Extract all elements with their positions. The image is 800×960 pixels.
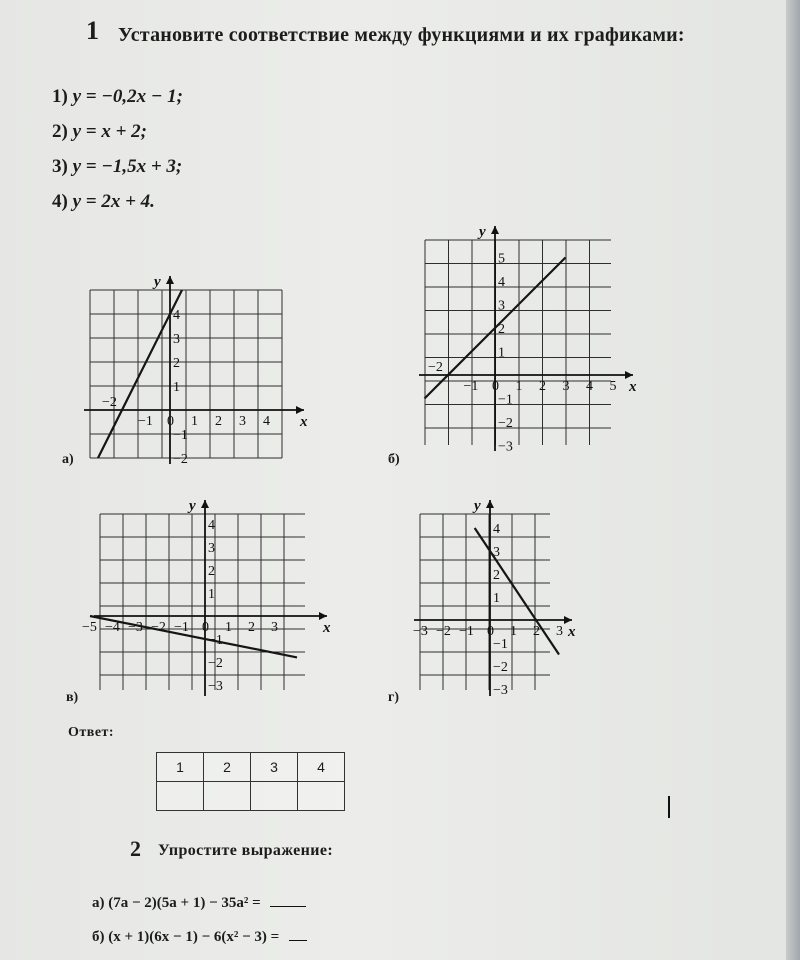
answer-col-3: 3 (251, 753, 298, 782)
x-tick-label: 3 (271, 620, 278, 635)
x-intercept-label: −2 (102, 395, 117, 410)
y-tick-label: 3 (498, 298, 505, 314)
text-cursor (668, 796, 670, 818)
function-2 (52, 121, 147, 143)
answer-cell-1[interactable] (157, 782, 204, 811)
answer-col-4: 4 (298, 753, 345, 782)
y-tick-label: −2 (173, 452, 188, 467)
x-axis-arrow (564, 616, 572, 624)
y-axis-arrow (201, 500, 209, 508)
y-tick-label: 3 (208, 541, 215, 556)
y-tick-label: 3 (493, 545, 500, 560)
answer-cell-3[interactable] (251, 782, 298, 811)
function-1 (52, 86, 183, 108)
x-tick-label: −4 (105, 620, 120, 635)
expression-b-text: б) (x + 1)(6x − 1) − 6(x² − 3) = (92, 929, 280, 945)
x-tick-label: 2 (533, 624, 540, 639)
task2-number: 2 (130, 836, 141, 861)
x-tick-label: −3 (413, 624, 428, 639)
y-axis-label: y (474, 498, 481, 514)
graph-b (405, 220, 655, 470)
expression-b (92, 928, 307, 946)
y-tick-label: 3 (173, 332, 180, 347)
function-4-formula: y = 2x + 4. (72, 191, 155, 212)
x-tick-label: 1 (510, 624, 517, 639)
graph-g (400, 490, 600, 700)
x-tick-label: 0 (167, 414, 174, 429)
y-tick-label: 2 (498, 322, 505, 337)
function-1-formula: y = −0,2x − 1; (72, 86, 183, 107)
x-tick-label: −1 (174, 620, 189, 635)
screen-edge (786, 0, 800, 960)
y-tick-label: −2 (498, 416, 513, 431)
x-intercept-label: −2 (428, 360, 443, 375)
x-tick-label: 3 (556, 624, 563, 639)
function-4-number: 4) (52, 191, 68, 212)
x-tick-label: 1 (191, 414, 198, 429)
y-tick-label: −2 (208, 656, 223, 671)
y-axis-label: y (189, 498, 196, 514)
task1-title: Установите соответствие между функциями и их графиками: (118, 24, 685, 46)
task2-title: Упростите выражение: (158, 842, 334, 859)
x-axis-arrow (625, 371, 633, 379)
graph-a-label: а) (62, 452, 74, 467)
x-axis-label: x (568, 624, 576, 640)
answer-table (156, 752, 345, 811)
y-tick-label: 5 (498, 251, 505, 267)
x-axis-arrow (319, 612, 327, 620)
x-tick-label: 2 (248, 620, 255, 635)
y-axis-arrow (491, 226, 499, 234)
x-axis-label: x (300, 414, 308, 430)
x-tick-label: −2 (436, 624, 451, 639)
y-tick-label: −1 (208, 633, 223, 648)
x-tick-label: −3 (128, 620, 143, 635)
x-tick-label: 4 (263, 414, 270, 429)
answer-header-row (157, 753, 345, 782)
x-tick-label: 3 (562, 379, 570, 394)
y-axis-arrow (166, 276, 174, 284)
x-tick-label: 3 (239, 414, 246, 429)
x-tick-label: −1 (138, 414, 153, 429)
graph-v-label: в) (66, 690, 79, 705)
expression-a (92, 894, 306, 912)
y-tick-label: 4 (498, 275, 505, 290)
function-2-formula: y = x + 2; (72, 121, 147, 142)
x-tick-label: 1 (225, 620, 232, 635)
y-tick-label: −1 (493, 637, 508, 652)
answer-cell-4[interactable] (298, 782, 345, 811)
function-3-formula: y = −1,5x + 3; (72, 156, 183, 177)
x-tick-label: 4 (586, 379, 593, 394)
y-tick-label: 4 (208, 518, 215, 533)
expression-a-text: а) (7a − 2)(5a + 1) − 35a² = (92, 895, 261, 911)
y-tick-label: −3 (208, 679, 223, 694)
y-tick-label: 1 (498, 345, 505, 361)
y-tick-label: −3 (493, 683, 508, 698)
y-axis-label: y (479, 224, 486, 240)
y-tick-label: 2 (208, 564, 215, 579)
answer-label: Ответ: (68, 725, 115, 740)
task1-number: 1 (86, 16, 99, 45)
y-tick-label: −1 (173, 428, 188, 443)
y-tick-label: 1 (173, 380, 180, 395)
function-line (90, 616, 297, 657)
graph-b-label: б) (388, 452, 400, 467)
x-tick-label: 1 (515, 379, 523, 394)
x-tick-label: −2 (151, 620, 166, 635)
answer-col-1: 1 (157, 753, 204, 782)
answer-col-2: 2 (204, 753, 251, 782)
x-axis-label: x (323, 620, 331, 636)
y-tick-label: 2 (493, 568, 500, 583)
graph-a (70, 260, 320, 470)
y-tick-label: 4 (173, 308, 180, 323)
answer-value-row (157, 782, 345, 811)
function-2-number: 2) (52, 121, 68, 142)
y-tick-label: 1 (208, 587, 215, 602)
x-tick-label: 2 (539, 379, 546, 394)
x-tick-label: −5 (82, 620, 97, 635)
x-tick-label: 0 (487, 624, 494, 639)
x-tick-label: −1 (459, 624, 474, 639)
y-tick-label: 2 (173, 356, 180, 371)
y-axis-arrow (486, 500, 494, 508)
x-tick-label: 5 (609, 379, 617, 394)
function-1-number: 1) (52, 86, 68, 107)
y-tick-label: −1 (498, 392, 513, 408)
answer-cell-2[interactable] (204, 782, 251, 811)
y-axis-label: y (154, 274, 161, 290)
x-tick-label: 2 (215, 414, 222, 429)
y-tick-label: −3 (498, 439, 513, 455)
x-tick-label: −1 (463, 379, 479, 394)
y-tick-label: 4 (493, 522, 500, 537)
function-3-number: 3) (52, 156, 68, 177)
x-tick-label: 0 (202, 620, 209, 635)
graph-g-label: г) (388, 690, 400, 705)
x-axis-label: x (629, 379, 637, 395)
function-4 (52, 191, 155, 213)
expression-a-blank[interactable] (270, 894, 306, 907)
x-axis-arrow (296, 406, 304, 414)
y-tick-label: 1 (493, 591, 500, 606)
x-tick-label: 0 (492, 379, 499, 394)
function-3 (52, 156, 182, 178)
expression-b-blank[interactable] (289, 928, 307, 941)
y-tick-label: −2 (493, 660, 508, 675)
graph-v (80, 490, 330, 700)
